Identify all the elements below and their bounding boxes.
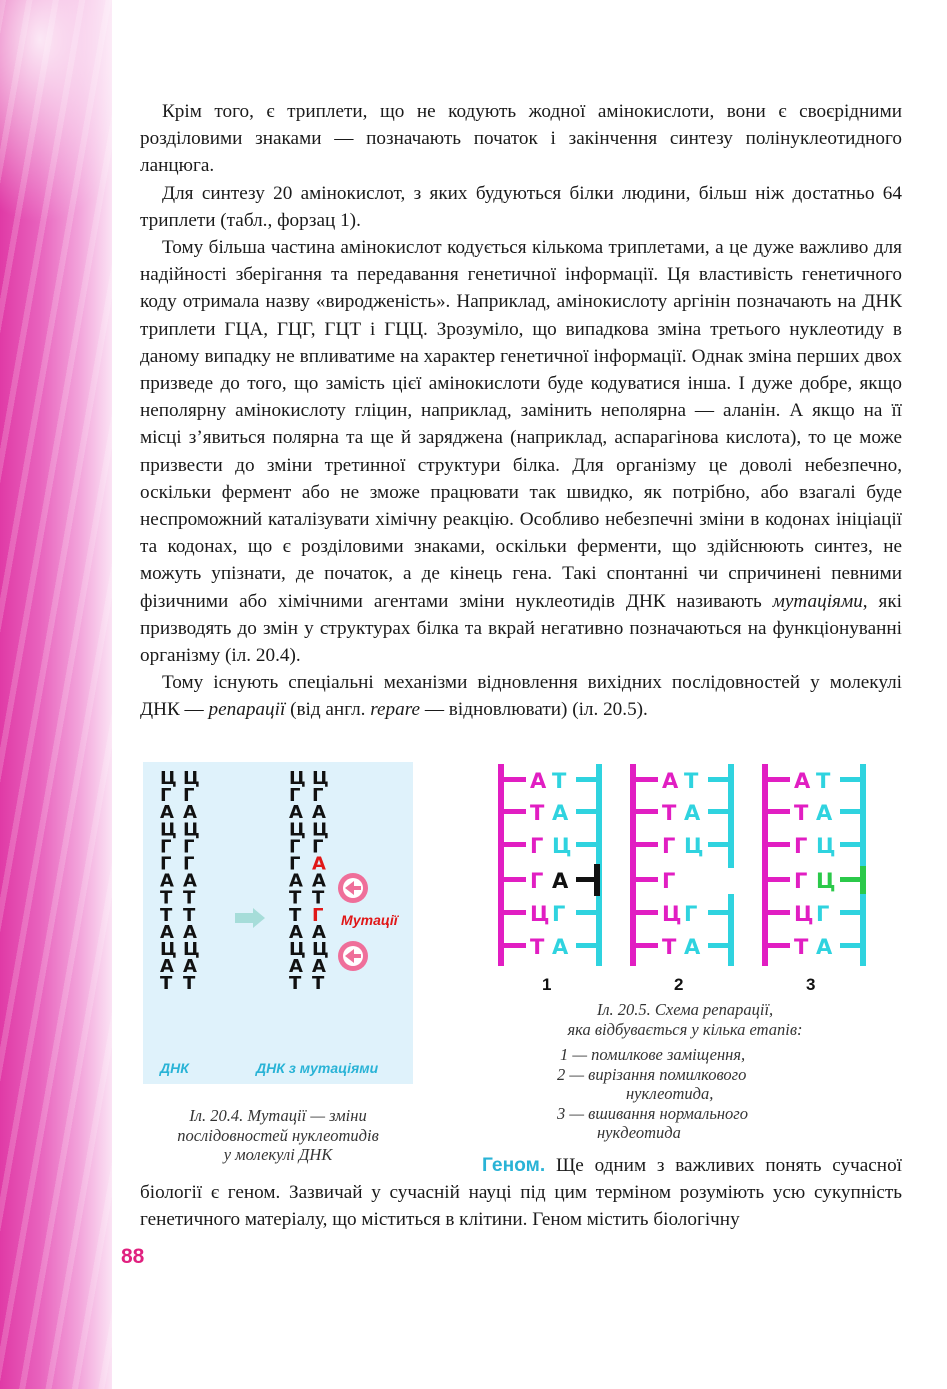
nucleotide-letter: Ц — [160, 768, 177, 789]
caption-step: 1 — помилкове заміщення, — [560, 1045, 746, 1064]
nucleotide-letter: Ц — [312, 939, 329, 960]
arrow-icon — [235, 908, 265, 928]
nucleotide-letter: А — [552, 869, 569, 893]
nucleotide-letter: А — [662, 769, 679, 793]
nucleotide-letter: А — [816, 935, 833, 959]
nucleotide-letter: Ц — [816, 834, 836, 858]
nucleotide-letter: А — [312, 870, 326, 892]
paragraph-4-mid: (від англ. — [290, 699, 366, 721]
bond-right — [840, 943, 860, 948]
nucleotide-letter: Т — [160, 973, 173, 995]
panel-number: 2 — [674, 975, 684, 994]
nucleotide-letter: Ц — [816, 869, 836, 893]
paragraph-4-start: Тому існують спеціальні механізми відновлення вихідних послідовностей у молекулі ДНК — — [140, 672, 902, 721]
genom-first-line — [140, 1152, 902, 1234]
nucleotide-letter: Г — [794, 834, 808, 858]
nucleotide-letter: А — [312, 956, 326, 978]
mismatch-bar — [594, 864, 600, 896]
nucleotide-letter: Т — [160, 887, 173, 909]
nucleotide-letter: Ц — [160, 819, 177, 841]
nucleotide-letter: Ц — [684, 834, 704, 858]
repair-panel — [498, 764, 602, 994]
caption-line: послідовностей нуклеотидів — [177, 1125, 379, 1145]
nucleotide-letter: Т — [312, 973, 325, 995]
bond-left — [768, 910, 790, 915]
nucleotide-letter: Ц — [183, 768, 200, 789]
nucleotide-letter: А — [289, 921, 303, 943]
bond-right — [576, 842, 596, 847]
nucleotide-letter: Т — [289, 904, 302, 926]
nucleotide-letter: А — [552, 935, 569, 959]
nucleotide-letter: Т — [530, 935, 545, 959]
bond-right — [840, 910, 860, 915]
bond-left — [636, 842, 658, 847]
bond-right — [840, 877, 860, 882]
genom-text: Ще одним з важливих понять сучасної біології є геном. Зазвичай у сучасній науці під цим терміном розуміють усю сукупність генетичного матеріалу, що міститься в клітини. Геном містить біологічну — [140, 1155, 903, 1231]
nucleotide-letter: А — [530, 769, 547, 793]
nucleotide-letter: Т — [794, 801, 809, 825]
mutation-label: Мутації — [341, 912, 398, 928]
nucleotide-letter: Т — [183, 904, 196, 926]
nucleotide-letter: Г — [794, 869, 808, 893]
nucleotide-letter: Ц — [160, 939, 177, 960]
nucleotide-letter: Ц — [289, 939, 306, 960]
caption-line: яка відбувається у кілька етапів: — [567, 1019, 803, 1039]
nucleotide-letter: Т — [662, 801, 677, 825]
nucleotide-letter: Ц — [794, 902, 814, 926]
mutation-pointer-icon-2 — [338, 941, 368, 971]
bond-left — [504, 842, 526, 847]
nucleotide-letter: Г — [183, 853, 195, 875]
nucleotide-letter: Г — [160, 853, 172, 875]
bond-left — [636, 777, 658, 782]
nucleotide-letter: А — [816, 801, 833, 825]
repaired-segment — [860, 866, 866, 894]
dna-letters — [160, 768, 329, 994]
figure-repair — [490, 758, 880, 998]
backbone-left — [630, 764, 636, 966]
nucleotide-letter: А — [289, 802, 303, 824]
bond-left — [504, 877, 526, 882]
nucleotide-letter: А — [289, 956, 303, 978]
repair-panel — [630, 764, 734, 994]
bond-left — [768, 877, 790, 882]
paragraph-3-main: Тому більша частина амінокислот кодується кількома триплетами, а це дуже важливо для надійності зберігання та передавання генетичної інформації. Ця властивість генетичного коду отримала назву «виродженість». Наприклад, амінокислоту аргінін позначають на ДНК триплети ГЦА, ГЦГ, ГЦТ і ГЦЦ. Зрозуміло, що випадкова зміна третього нуклеотиду в даному випадку не впливатиме на характер генетичної інформації. Однак зміна перших двох призведе до того, що замість цієї амінокислоти буде кодуватися інша. І дуже добре, якщо неполярну амінокислоту гліцин, наприклад, замінить неполярна — аланін. А якщо на її місці з’явиться полярна та ще й заряджена (наприклад, аспарагінова кислота), то це може призвести до зміни третинної структури білка. Для організму це доволі небезпечно, оскільки фермент або не зможе працювати так швидко, як потрібно, або взагалі буде неспроможний каталізувати хімічну реакцію. Особливо небезпечні зміни в кодонах ініціації та кодонах, що є розділовими знаками, оскільки ферменти, що здійснюють синтез, не можуть упізнати, де початок, а де кінець гена. Такі спонтанні чи спричинені певними фізичними або хімічними агентами зміни нуклеотидів ДНК називають — [140, 237, 902, 612]
nucleotide-letter: А — [160, 921, 174, 943]
nucleotide-letter: А — [289, 870, 303, 892]
paragraph-1: Крім того, є триплети, що не кодують жодної амінокислоти, вони є своєрідними розділовими знаками — позначають початок і закінчення синтезу полінуклеотидного ланцюга. — [140, 101, 902, 177]
nucleotide-letter: Г — [662, 869, 676, 893]
bond-left — [636, 943, 658, 948]
panel-number: 1 — [542, 975, 552, 994]
caption-line: у молекулі ДНК — [223, 1145, 333, 1164]
bond-left — [768, 777, 790, 782]
bond-right — [576, 910, 596, 915]
nucleotide-letter: Т — [816, 769, 831, 793]
nucleotide-letter: А — [160, 956, 174, 978]
nucleotide-letter: Ц — [289, 768, 306, 789]
nucleotide-letter: Г — [312, 904, 324, 926]
caption-step: 3 — вшивання нормального — [557, 1103, 748, 1123]
nucleotide-letter: А — [312, 802, 326, 824]
page-number: 88 — [121, 1245, 145, 1268]
nucleotide-letter: Г — [289, 853, 301, 875]
nucleotide-letter: Ц — [530, 902, 550, 926]
nucleotide-letter: А — [312, 921, 326, 943]
genom-heading: Геном. — [482, 1155, 546, 1176]
bond-left — [768, 943, 790, 948]
body-text — [140, 98, 902, 724]
bond-right — [708, 809, 728, 814]
bond-left — [636, 877, 658, 882]
bond-right — [840, 777, 860, 782]
nucleotide-letter: А — [183, 921, 197, 943]
term-reparation: репарації — [208, 699, 286, 721]
nucleotide-letter: Г — [662, 834, 676, 858]
figure-mutations — [143, 762, 413, 1084]
nucleotide-letter: А — [160, 870, 174, 892]
figure-mutations-svg — [143, 762, 413, 1084]
nucleotide-letter: А — [684, 935, 701, 959]
nucleotide-letter: Т — [312, 887, 325, 909]
caption-line: Іл. 20.4. Мутації — зміни — [189, 1106, 367, 1125]
nucleotide-letter: Г — [552, 902, 566, 926]
bond-right — [576, 777, 596, 782]
paragraph-4 — [140, 669, 902, 723]
bond-right — [708, 777, 728, 782]
caption-step: нукдеотида — [597, 1123, 681, 1142]
caption-line: Іл. 20.5. Схема репарації, — [596, 1000, 774, 1019]
nucleotide-letter: Т — [662, 935, 677, 959]
nucleotide-letter: Г — [312, 785, 324, 807]
caption-step: нуклеотида, — [626, 1084, 714, 1103]
decorative-side-stripe — [0, 0, 112, 1389]
bond-left — [504, 777, 526, 782]
nucleotide-letter: Т — [183, 887, 196, 909]
repair-panels — [498, 764, 866, 994]
bond-left — [768, 809, 790, 814]
nucleotide-letter: А — [183, 802, 197, 824]
bond-right — [840, 809, 860, 814]
bond-left — [504, 809, 526, 814]
caption-step: 2 — вирізання помилкового — [557, 1064, 747, 1084]
bond-left — [504, 910, 526, 915]
nucleotide-letter: А — [312, 853, 326, 875]
mutation-pointer-icon-1 — [338, 873, 368, 903]
nucleotide-letter: А — [552, 801, 569, 825]
figure-repair-caption — [505, 1000, 865, 1039]
nucleotide-letter: Г — [684, 902, 698, 926]
excision-gap — [728, 868, 734, 894]
bond-right — [576, 809, 596, 814]
nucleotide-letter: Т — [794, 935, 809, 959]
nucleotide-letter: Т — [160, 904, 173, 926]
genom-paragraph — [140, 1152, 902, 1234]
nucleotide-letter: Ц — [183, 819, 200, 841]
nucleotide-letter: А — [183, 870, 197, 892]
nucleotide-letter: Ц — [312, 819, 329, 841]
nucleotide-letter: Г — [530, 834, 544, 858]
term-repare: repare — [370, 699, 421, 721]
nucleotide-letter: Т — [552, 769, 567, 793]
nucleotide-letter: Т — [684, 769, 699, 793]
nucleotide-letter: Г — [289, 785, 301, 807]
nucleotide-letter: Т — [289, 973, 302, 995]
bond-left — [636, 809, 658, 814]
backbone-left — [498, 764, 504, 966]
bond-left — [636, 910, 658, 915]
nucleotide-letter: Ц — [662, 902, 682, 926]
bond-right — [576, 943, 596, 948]
dna-label: ДНК — [160, 1060, 189, 1076]
nucleotide-letter: А — [183, 956, 197, 978]
term-mutations: мутаціями — [772, 590, 863, 612]
nucleotide-letter: А — [684, 801, 701, 825]
nucleotide-letter: Г — [816, 902, 830, 926]
nucleotide-letter: Т — [530, 801, 545, 825]
bond-right — [840, 842, 860, 847]
paragraph-3 — [140, 234, 902, 669]
nucleotide-letter: Т — [289, 887, 302, 909]
nucleotide-letter: Г — [160, 785, 172, 807]
paragraph-2: Для синтезу 20 амінокислот, з яких будуються білки людини, більш ніж достатньо 64 триплети (табл., форзац 1). — [140, 182, 902, 231]
panel-number: 3 — [806, 975, 816, 994]
nucleotide-letter: А — [794, 769, 811, 793]
nucleotide-letter: Г — [530, 869, 544, 893]
paragraph-3-end: , які призводять до змін у структурах білка та вкрай негативно позначаються на функціонуванні організму (іл. 20.4). — [140, 590, 903, 667]
nucleotide-letter: Г — [183, 836, 195, 858]
nucleotide-letter: Т — [183, 973, 196, 995]
bond-right — [576, 877, 596, 882]
nucleotide-letter: Ц — [183, 939, 200, 960]
bond-right — [708, 943, 728, 948]
figure-repair-steps — [540, 1045, 830, 1143]
repair-panel — [762, 764, 866, 994]
bond-right — [708, 910, 728, 915]
backbone-left — [762, 764, 768, 966]
bond-left — [768, 842, 790, 847]
nucleotide-letter: Ц — [552, 834, 572, 858]
backbone-right — [860, 764, 866, 966]
nucleotide-letter: Г — [160, 836, 172, 858]
paragraph-4-end: — відновлювати) (іл. 20.5). — [424, 699, 648, 721]
bond-left — [504, 943, 526, 948]
bond-right — [708, 842, 728, 847]
nucleotide-letter: Ц — [289, 819, 306, 841]
dna-mutated-label: ДНК з мутаціями — [256, 1060, 379, 1076]
nucleotide-letter: А — [160, 802, 174, 824]
nucleotide-letter: Г — [183, 785, 195, 807]
nucleotide-letter: Г — [312, 836, 324, 858]
backbone-right — [728, 764, 734, 966]
nucleotide-letter: Ц — [312, 768, 329, 789]
nucleotide-letter: Г — [289, 836, 301, 858]
